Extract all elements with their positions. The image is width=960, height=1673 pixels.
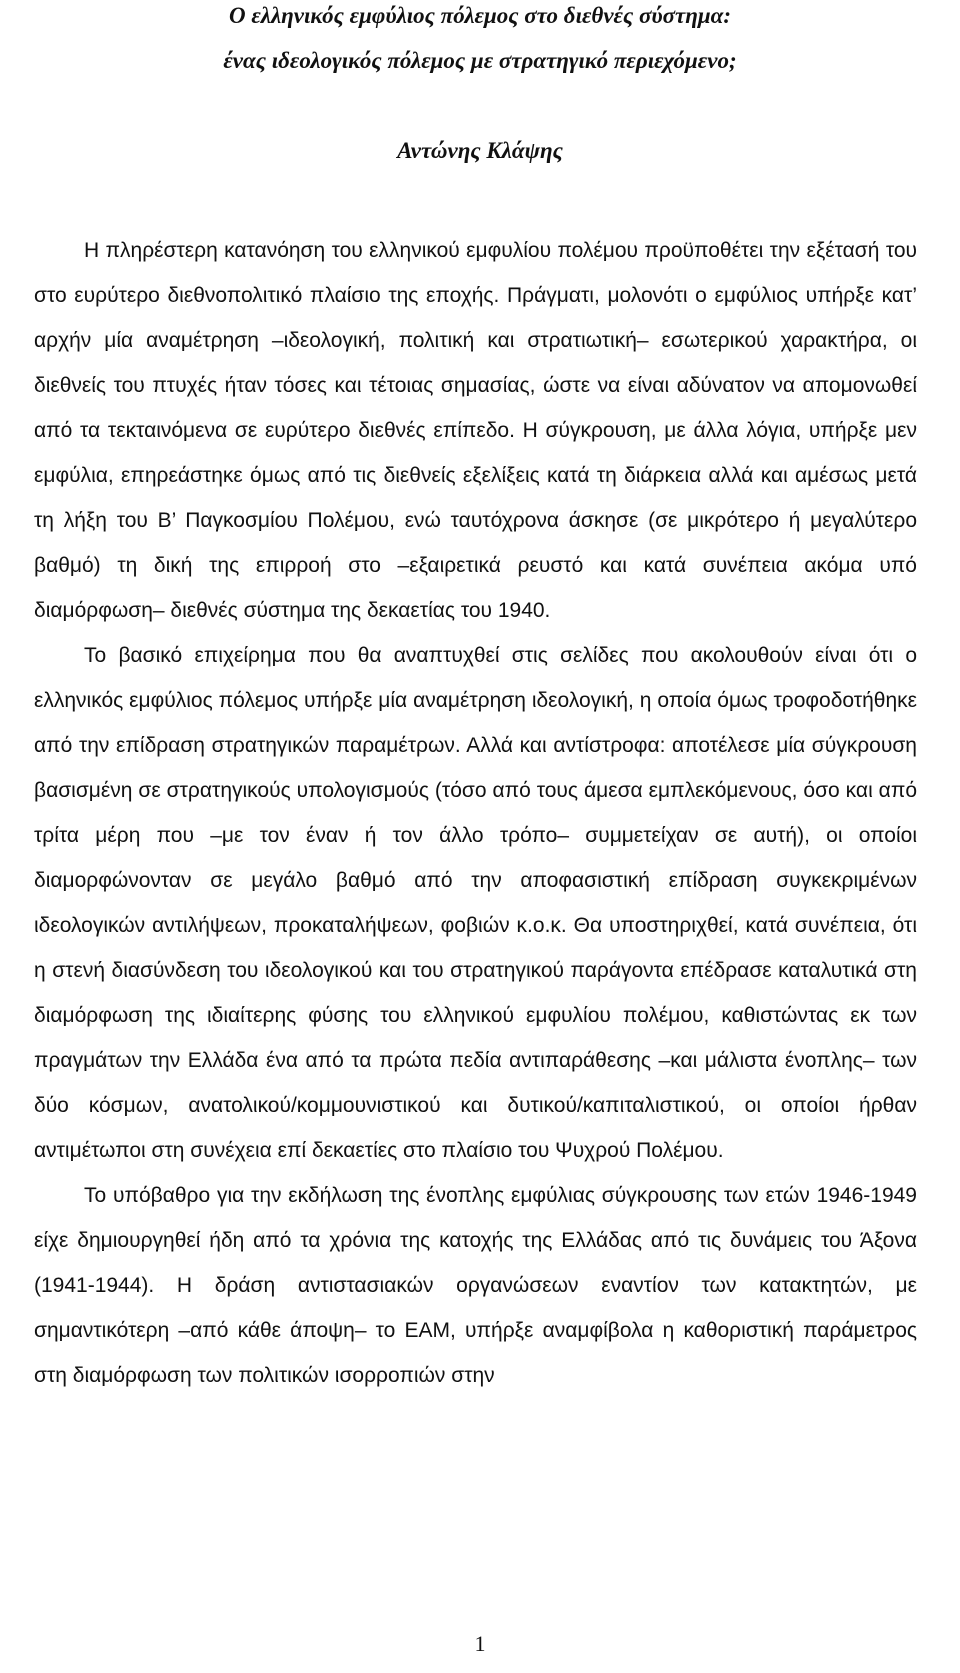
paragraph-3: Το υπόβαθρο για την εκδήλωση της ένοπλης εμφύλιας σύγκρουσης των ετών 1946-1949 είχε δημιουργηθεί ήδη από τα χρόνια της κατοχής της Ελλάδας από τις δυνάμεις του Άξονα (1941-1944). Η δράση αντιστασιακών οργανώσεων εναντίον των κατακτητών, με σημαντικότερη –από κάθε άποψη– το ΕΑΜ, υπήρξε αναμφίβολα η καθοριστική παράμετρος στη διαμόρφωση των πολιτικών ισορροπιών στην bbox=[34, 1184, 917, 1387]
author-name: Αντώνης Κλάψης bbox=[397, 138, 563, 163]
document-body bbox=[34, 228, 917, 1398]
document-title-line-1: Ο ελληνικός εμφύλιος πόλεμος στο διεθνές σύστημα: bbox=[228, 3, 732, 28]
page-number: 1 bbox=[474, 1631, 486, 1656]
paragraph-2: Το βασικό επιχείρημα που θα αναπτυχθεί στις σελίδες που ακολουθούν είναι ότι ο ελληνικός εμφύλιος πόλεμος υπήρξε μία αναμέτρηση ιδεολογική, η οποία όμως τροφοδοτήθηκε από την επίδραση στρατηγικών παραμέτρων. Αλλά και αντίστροφα: αποτέλεσε μία σύγκρουση βασισμένη σε στρατηγικούς υπολογισμούς (τόσο από τους άμεσα εμπλεκόμενους, όσο και από τρίτα μέρη που –με τον έναν ή τον άλλο τρόπο– συμμετείχαν σε αυτή), οι οποίοι διαμορφώνονταν σε μεγάλο βαθμό από την αποφασιστική επίδραση συγκεκριμένων ιδεολογικών αντιλήψεων, προκαταλήψεων, φοβιών κ.ο.κ. Θα υποστηριχθεί, κατά συνέπεια, ότι η στενή διασύνδεση του ιδεολογικού και του στρατηγικού παράγοντα επέδρασε καταλυτικά στη διαμόρφωση της ιδιαίτερης φύσης του ελληνικού εμφυλίου πολέμου, καθιστώντας εκ των πραγμάτων την Ελλάδα ένα από τα πρώτα πεδία αντιπαράθεσης –και μάλιστα ένοπλης– των δύο κόσμων, ανατολικού/κομμουνιστικού και δυτικού/καπιταλιστικού, οι οποίοι ήρθαν αντιμέτωποι στη συνέχεια επί δεκαετίες στο πλαίσιο του Ψυχρού Πολέμου. bbox=[34, 644, 917, 1162]
paragraph-1: Η πληρέστερη κατανόηση του ελληνικού εμφυλίου πολέμου προϋποθέτει την εξέτασή του στο ευρύτερο διεθνοπολιτικό πλαίσιο της εποχής. Πράγματι, μολονότι ο εμφύλιος υπήρξε κατ’ αρχήν μία αναμέτρηση –ιδεολογική, πολιτική και στρατιωτική– εσωτερικού χαρακτήρα, οι διεθνείς του πτυχές ήταν τόσες και τέτοιας σημασίας, ώστε να είναι αδύνατον να απομονωθεί από τα τεκταινόμενα σε ευρύτερο διεθνές επίπεδο. Η σύγκρουση, με άλλα λόγια, υπήρξε μεν εμφύλια, επηρεάστηκε όμως από τις διεθνείς εξελίξεις κατά τη διάρκεια αλλά και αμέσως μετά τη λήξη του Β’ Παγκοσμίου Πολέμου, ενώ ταυτόχρονα άσκησε (σε μικρότερο ή μεγαλύτερο βαθμό) τη δική της επιρροή στο –εξαιρετικά ρευστό και κατά συνέπεια ακόμα υπό διαμόρφωση– διεθνές σύστημα της δεκαετίας του 1940. bbox=[34, 239, 917, 622]
document-title-line-2: ένας ιδεολογικός πόλεμος με στρατηγικό περιεχόμενο; bbox=[223, 48, 737, 73]
